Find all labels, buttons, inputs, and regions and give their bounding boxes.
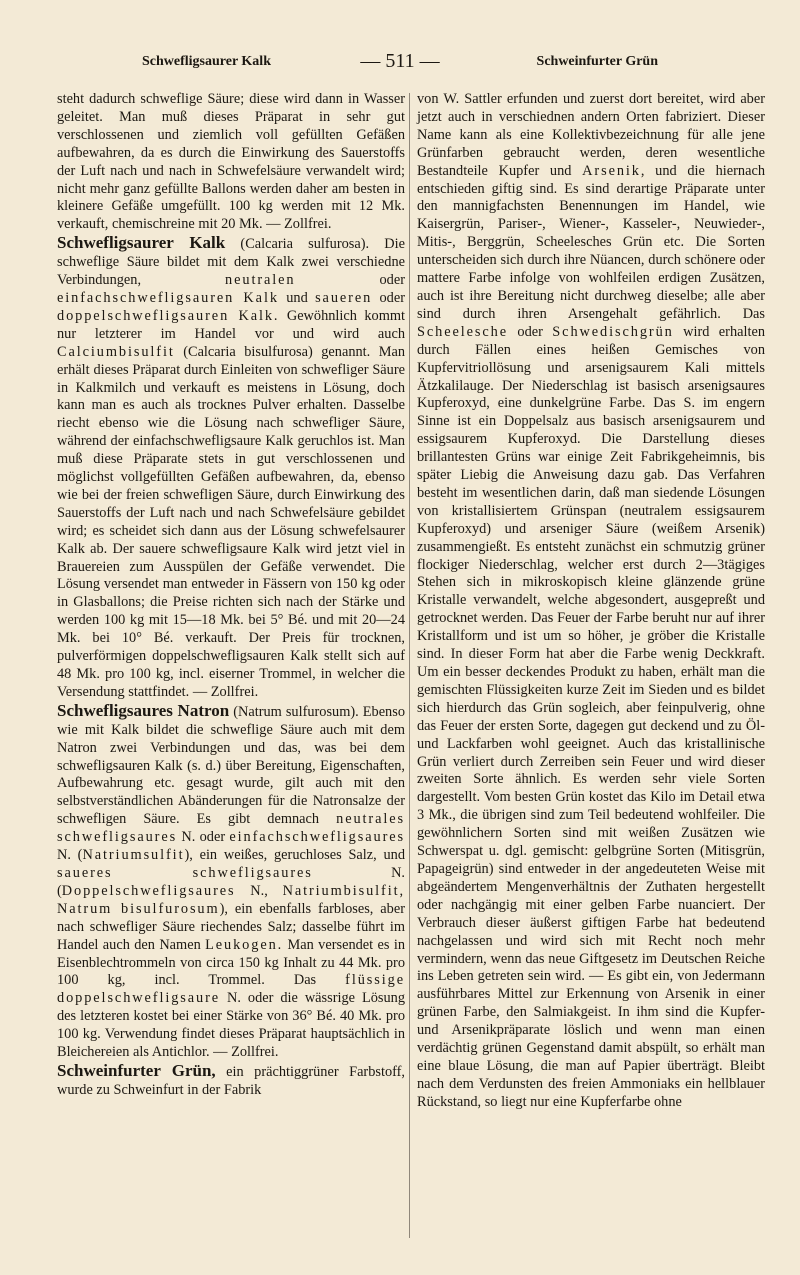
continued-paragraph: von W. Sattler erfunden und zuerst dort bereitet, wird aber jetzt auch in verschiednen andern Orten fabriziert. Dieser Name kann als eine Kollektivbezeichnung für alle jene Grünfarben gebraucht werden, deren wesentliche Bestandteile Kupfer und Arsenik, und die hiernach entschieden giftig sind. Es sind derartige Präparate unter den mannigfachsten Benennungen im Handel, wie Kaisergrün, Pariser-, Wiener-, Kasseler-, Neuwieder-, Mitis-, Berggrün, Scheelesches Grün etc. Die Sorten unterscheiden sich durch ihre Nüancen, durch schönere oder mattere Farbe infolge von wohlfeilen erdigen Zusätzen, auch ist ihre Bereitung nicht durchweg dieselbe; alle aber sind durch ihren Arsengehalt gefährlich. Das Scheelesche oder Schwedischgrün wird erhalten durch Fällen eines heißen Gemisches von Kupfervitriollösung und arsenigsaurem Kali mittels Ätzkalilauge. Der Niederschlag ist basisch arsenigsaures Kupferoxyd, eine dunkelgrüne Farbe. Das S. im engern Sinne ist ein Doppelsalz aus basisch arsenigsaurem und essigsaurem Kupferoxyd. Die Darstellung dieses brillantesten Grüns war einige Zeit Fabrikgeheimnis, bis später Liebig die Anweisung dazu gab. Das Verfahren besteht im wesentlichen darin, daß man siedende Lösungen von kristallisiertem Grünspan (neutralem essigsaurem Kupferoxyd) und arseniger Säure (weißem Arsenik) zusammengießt. Es entsteht zunächst ein schmutzig grüner flockiger Niederschlag, welcher erst durch 2—3tägiges Stehen sich in mikroskopisch kleine glänzende grüne Kristalle verwandelt, welche abgesondert, ausgepreßt und getrocknet werden. Das Feuer der Farbe beruht nur auf ihrer Kristallform und ist um so höher, je gröber die Kristalle sind. In dieser Form hat aber die Farbe wenig Deckkraft. Um ein besser deckendes Produkt zu haben, erhält man die gemischten Flüssigkeiten kurze Zeit im Sieden und es bildet sich hierdurch das Grün sogleich, aber feinpulverig, ohne das Feuer der ersten Sorte, dagegen gut deckend und zu Öl- und Lackfarben wohl geeignet. Auch das kristallinische Grün verliert durch Zerreiben sein Feuer und wird dieser zweiten Sorte ähnlich. Es werden sehr viele Sorten dargestellt. Vom besten Grün kostet das Kilo im Detail etwa 3 Mk., die übrigen sind zum Teil bedeutend wohlfeiler. Die gewöhnlichern Sorten sind mit weißen Zusätzen wie Schwerspat u. dgl. gemischt: gelbgrüne Sorten (Mitisgrün, Papageigrün) sind entweder in der angedeuteten Weise mit abgeändertem Mengenverhältnis der Zuthaten hergestellt oder nachgängig mit einer gelben Farbe nuanciert. Der Verbrauch dieser äußerst giftigen Farbe hat bedeutend nachgelassen und wird sich mit Recht noch mehr vermindern, wenn das neue Giftgesetz im Deutschen Reiche ins Leben getreten sein wird. — Es gibt ein, von Jedermann ausführbares Mittel zur Erkennung von Arsenik in einer grünen Farbe, den Salmiakgeist. In ihm sind die Kupfer- und Arsenikpräparate löslich und wenn man einen verdächtig grünen Gegenstand damit abspült, so erhält man eine blaue Lösung, die man auf Papier überträgt. Bleibt nach dem Verdunsten des freien Ammoniaks ein hellblauer Rückstand, so liegt nur eine Kupferfarbe ohne: [417, 91, 765, 1110]
column-divider: [409, 93, 410, 1238]
header-left-keyword: Schwefligsaurer Kalk: [142, 54, 271, 69]
entry-schweinfurter-gruen: Schweinfurter Grün, ein prächtiggrüner Farbstoff, wurde zu Schweinfurt in der Fabrik: [57, 1060, 405, 1098]
running-header: [142, 50, 658, 74]
header-right-keyword: Schweinfurter Grün: [536, 54, 658, 69]
page-number: — 511 —: [360, 50, 440, 72]
continued-paragraph: steht dadurch schweflige Säure; diese wird dann in Wasser geleitet. Man muß dieses Präparat in sehr gut verschlossenen und ziemlich voll gefüllten Gefäßen aufbewahren, da es durch die Einwirkung des Sauerstoffs der Luft nach und nach in Schwefelsäure verwandelt wird; nicht mehr ganz gefüllte Ballons werden daher am besten in kleinere Gefäße umgefüllt. 100 kg werden mit 12 Mk. verkauft, chemischreine mit 20 Mk. — Zollfrei.: [57, 91, 405, 233]
right-column: [417, 91, 765, 1112]
entry-headword: Schwefligsaurer Kalk: [57, 233, 226, 253]
left-column: [57, 91, 405, 1100]
entry-headword: Schweinfurter Grün,: [57, 1060, 216, 1080]
entry-headword: Schwefligsaures Natron: [57, 700, 230, 720]
entry-schwefligsaures-natron: Schwefligsaures Natron (Natrum sulfurosum). Ebenso wie mit Kalk bildet die schweflige Säure auch mit dem Natron zwei Verbindungen und das, was bei dem schwefligsauren Kalk (s. d.) über Bereitung, Eigenschaften, Aufbewahrung etc. gesagt wurde, gilt auch mit den selbstverständlichen Abänderungen für die Natronsalze der schwefligen Säure. Es gibt demnach neutrales schwefligsaures N. oder einfachschwefligsaures N. (Natriumsulfit), ein weißes, geruchloses Salz, und saueres schwefligsaures N. (Doppelschwefligsaures N., Natriumbisulfit, Natrum bisulfurosum), ein ebenfalls farbloses, aber nach schwefliger Säure riechendes Salz; dasselbe führt im Handel auch den Namen Leukogen. Man versendet es in Eisenblechtrommeln von circa 150 kg Inhalt zu 44 Mk. pro 100 kg, incl. Trommel. Das flüssige doppelschwefligsaure N. oder die wässrige Lösung des letzteren kostet bei einer Stärke von 36° Bé. 40 Mk. pro 100 kg. Verwendung findet dieses Präparat hauptsächlich in Bleichereien als Antichlor. — Zollfrei.: [57, 700, 406, 1061]
entry-schwefligsaurer-kalk: Schwefligsaurer Kalk (Calcaria sulfurosa). Die schweflige Säure bildet mit dem Kalk zwei verschiedne Verbindungen, neutralen oder einfachschwefligsauren Kalk und saueren oder doppelschwefligsauren Kalk. Gewöhnlich kommt nur letzterer im Handel vor und wird auch Calciumbisulfit (Calcaria bisulfurosa) genannt. Man erhält dieses Präparat durch Einleiten von schwefliger Säure in Kalkmilch und verkauft es meistens in Lösung, doch kann man es auch als trocknes Pulver erhalten. Dasselbe riecht ebenso wie die Lösung nach schwefliger Säure, während der einfachschwefligsaure Kalk geruchlos ist. Man muß diese Präparate stets in gut verschlossenen und möglichst vollgefüllten Gefäßen aufbewahren, da, ebenso wie bei der freien schwefligen Säure, durch Einwirkung des Sauerstoffs der Luft nach und nach Schwefelsäure gebildet wird; es scheidet sich dann aus der Lösung schwefelsaurer Kalk ab. Der sauere schwefligsaure Kalk wird jetzt viel in Brauereien zum Ausspülen der Gefäße verwendet. Die Lösung versendet man entweder in Fässern von 150 kg oder in Glasballons; die Preise richten sich nach der Stärke und werden 100 kg mit 15—18 Mk. bei 5° Bé. und mit 20—24 Mk. bei 10° Bé. verkauft. Der Preis für trocknen, pulverförmigen doppelschwefligsauren Kalk stellt sich auf 48 Mk. pro 100 kg, incl. eiserner Trommel, in welcher die Versendung stattfindet. — Zollfrei.: [57, 233, 405, 700]
